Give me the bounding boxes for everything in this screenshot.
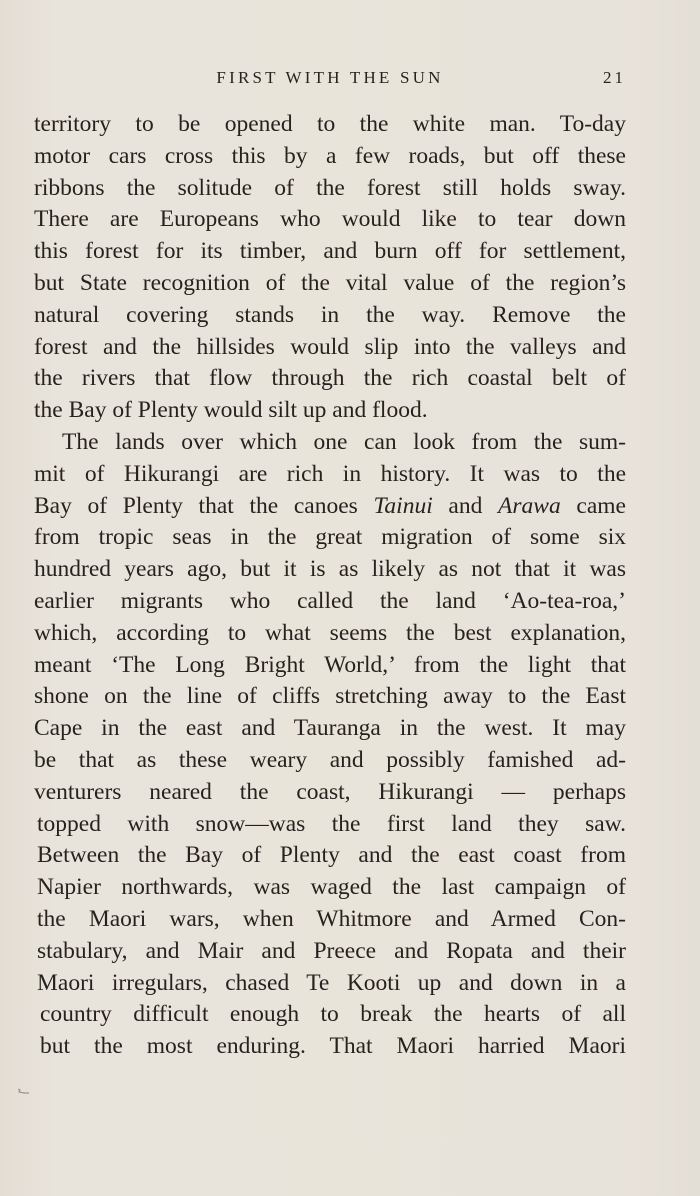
text-line <box>34 554 626 586</box>
text-segment: and <box>432 492 499 519</box>
text-line <box>34 204 626 236</box>
text-segment: Maori irregulars, chased Te Kooti up and down in a <box>37 969 626 996</box>
text-line <box>34 173 626 205</box>
text-segment: natural covering stands in the way. Remove the <box>34 301 626 328</box>
text-segment: venturers neared the coast, Hikurangi — perhaps <box>34 778 626 805</box>
text-segment: hundred years ago, but it is as likely as not that it was <box>34 556 626 583</box>
text-segment: ribbons the solitude of the forest still holds sway. <box>34 174 626 201</box>
text-segment: forest and the hillsides would slip into the valleys and <box>34 333 626 360</box>
text-segment: but State recognition of the vital value of the region’s <box>34 269 626 296</box>
text-segment: Napier northwards, was waged the last campaign of <box>37 874 626 901</box>
text-segment: this forest for its timber, and burn off for settlement, <box>34 238 626 265</box>
text-segment: Between the Bay of Plenty and the east coast from <box>37 842 626 869</box>
text-segment: shone on the line of cliffs stretching away to the East <box>34 683 626 710</box>
text-segment: Cape in the east and Tauranga in the west. It may <box>34 715 626 742</box>
page-number: 21 <box>603 68 626 87</box>
italic-word: Tainui <box>373 492 433 519</box>
text-line <box>34 586 626 618</box>
text-segment: earlier migrants who called the land ‘Ao-tea-roa,’ <box>34 587 626 614</box>
text-line <box>34 936 626 968</box>
text-line <box>34 745 626 777</box>
italic-word: Arawa <box>498 492 561 519</box>
text-segment: There are Europeans who would like to tear down <box>34 206 626 233</box>
text-segment: the Maori wars, when Whitmore and Armed Con- <box>37 905 626 932</box>
text-segment: the rivers that flow through the rich coastal belt of <box>34 365 626 392</box>
text-line <box>34 459 626 491</box>
text-line <box>34 363 626 395</box>
text-line <box>34 236 626 268</box>
paragraph-start-line <box>34 427 626 459</box>
text-line <box>34 1031 626 1063</box>
text-line <box>34 522 626 554</box>
text-line <box>34 872 626 904</box>
ink-speck <box>17 1087 31 1095</box>
text-line <box>34 999 626 1031</box>
text-line <box>34 904 626 936</box>
text-line <box>34 300 626 332</box>
text-line <box>34 713 626 745</box>
text-segment: territory to be opened to the white man. To-day <box>34 111 626 137</box>
text-line <box>34 809 626 841</box>
text-segment: topped with snow—was the first land they saw. <box>37 810 626 837</box>
text-line <box>34 141 626 173</box>
text-segment: meant ‘The Long Bright World,’ from the light that <box>34 651 626 678</box>
text-line <box>34 618 626 650</box>
text-segment: The lands over which one can look from the sum- <box>62 428 626 455</box>
text-segment: but the most enduring. That Maori harried Maori <box>40 1033 626 1060</box>
text-line <box>34 491 626 523</box>
text-segment: mit of Hikurangi are rich in history. It was to the <box>34 460 626 487</box>
text-line <box>34 109 626 141</box>
text-segment: the Bay of Plenty would silt up and flood. <box>34 397 428 424</box>
text-line <box>34 332 626 364</box>
text-line <box>34 650 626 682</box>
text-line <box>34 681 626 713</box>
running-title: FIRST WITH THE SUN <box>216 68 444 87</box>
text-line <box>34 840 626 872</box>
running-head <box>34 66 626 90</box>
paragraph-end-line <box>34 395 626 427</box>
text-line <box>34 968 626 1000</box>
text-segment: Bay of Plenty that the canoes <box>34 492 374 519</box>
text-line <box>34 777 626 809</box>
text-segment: stabulary, and Mair and Preece and Ropata and their <box>37 937 626 964</box>
text-segment: which, according to what seems the best explanation, <box>34 619 626 646</box>
text-segment: be that as these weary and possibly famished ad- <box>34 746 626 773</box>
text-line <box>34 268 626 300</box>
text-segment: country difficult enough to break the hearts of all <box>40 1001 626 1028</box>
text-segment: came <box>560 492 626 519</box>
body-text <box>34 109 626 1063</box>
text-segment: motor cars cross this by a few roads, but off these <box>34 142 626 169</box>
text-segment: from tropic seas in the great migration of some six <box>34 524 626 551</box>
